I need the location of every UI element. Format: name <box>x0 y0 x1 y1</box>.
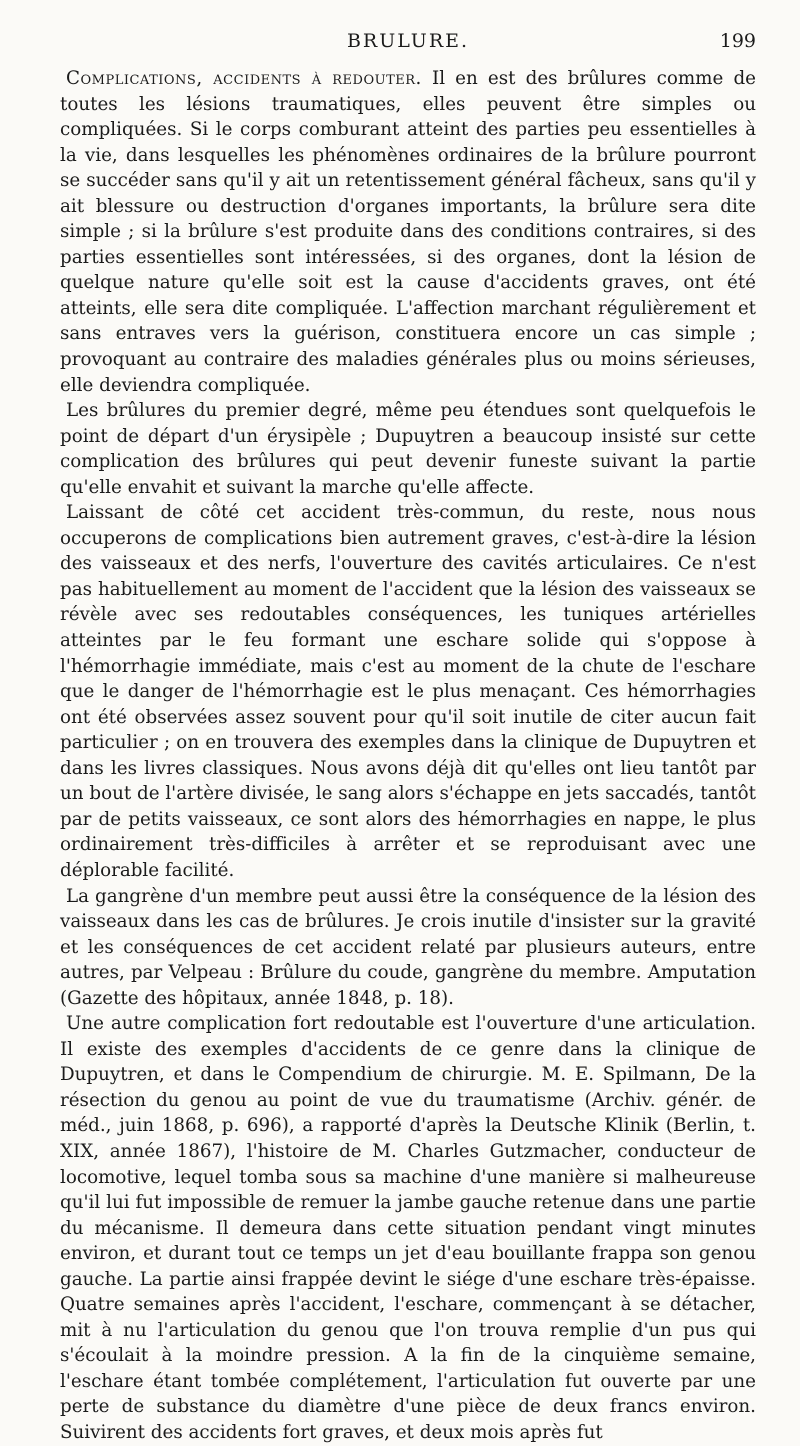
running-head: BRULURE. <box>346 30 470 52</box>
paragraph-vaisseaux <box>60 500 756 883</box>
paragraph-articulation <box>60 1011 756 1445</box>
paragraph-text: La gangrène d'un membre peut aussi être la conséquence de la lésion des vaisseaux dans les cas de brûlures. Je crois inutile d'insister sur la gravité et les conséquences de cet accident relaté par plusieurs auteurs, entre autres, par Velpeau : Brûlure du coude, gangrène du membre. Amputation (Gazette des hôpitaux, année 1848, p. 18). <box>60 885 756 1009</box>
paragraph-text: Une autre complication fort redoutable est l'ouverture d'une articulation. Il existe des exemples d'accidents de ce genre dans la clinique de Dupuytren, et dans le Compendium de chirurgie. M. E. Spilmann, De la résection du genou au point de vue du traumatisme (Archiv. génér. de méd., juin 1868, p. 696), a rapporté d'après la Deutsche Klinik (Berlin, t. XIX, année 1867), l'histoire de M. Charles Gutzmacher, conducteur de locomotive, lequel tomba sous sa machine d'une manière si malheureuse qu'il lui fut impossible de remuer la jambe gauche retenue dans une partie du mécanisme. Il demeura dans cette situation pendant vingt minutes environ, et durant tout ce temps un jet d'eau bouillante frappa son genou gauche. La partie ainsi frappée devint le siége d'une eschare très-épaisse. Quatre semaines après l'accident, l'eschare, commençant à se détacher, mit à nu l'articulation du genou que l'on trouva remplie d'un pus qui s'écoulait à la moindre pression. A la fin de la cinquième semaine, l'eschare étant tombée complétement, l'articulation fut ouverte par une perte de substance du diamètre d'une pièce de deux francs environ. Suivirent des accidents fort graves, et deux mois après fut <box>60 1013 756 1443</box>
paragraph-gangrene <box>60 884 756 1012</box>
page-number: 199 <box>719 30 756 52</box>
section-lead: Complications, accidents à redouter. <box>66 68 422 89</box>
paragraph-text: Il en est des brûlures comme de toutes les lésions traumatiques, elles peuvent être simples ou compliquées. Si le corps comburant atteint des parties peu essentielles à la vie, dans lesquelles les phénomènes ordinaires de la brûlure pourront se succéder sans qu'il y ait un retentissement général fâcheux, sans qu'il y ait blessure ou destruction d'organes importants, la brûlure sera dite simple ; si la brûlure s'est produite dans des conditions contraires, si des parties essentielles sont intéressées, si des organes, dont la lésion de quelque nature qu'elle soit est la cause d'accidents graves, ont été atteints, elle sera dite compliquée. L'affection marchant régulièrement et sans entraves vers la guérison, constituera encore un cas simple ; provoquant au contraire des maladies générales plus ou moins sérieuses, elle deviendra compliquée. <box>60 68 756 396</box>
paragraph-text: Les brûlures du premier degré, même peu étendues sont quelquefois le point de départ d'un érysipèle ; Dupuytren a beaucoup insisté sur cette complication des brûlures qui peut devenir funeste suivant la partie qu'elle envahit et suivant la marche qu'elle affecte. <box>60 400 756 498</box>
paragraph-complications <box>60 66 756 398</box>
paragraph-text: Laissant de côté cet accident très-commun, du reste, nous nous occuperons de complications bien autrement graves, c'est-à-dire la lésion des vaisseaux et des nerfs, l'ouverture des cavités articulaires. Ce n'est pas habituellement au moment de l'accident que la lésion des vaisseaux se révèle avec ses redoutables conséquences, les tuniques artérielles atteintes par le feu formant une eschare solide qui s'oppose à l'hémorrhagie immédiate, mais c'est au moment de la chute de l'eschare que le danger de l'hémorrhagie est le plus menaçant. Ces hémorrhagies ont été observées assez souvent pour qu'il soit inutile de citer aucun fait particulier ; on en trouvera des exemples dans la clinique de Dupuytren et dans les livres classiques. Nous avons déjà dit qu'elles ont lieu tantôt par un bout de l'artère divisée, le sang alors s'échappe en jets saccadés, tantôt par de petits vaisseaux, ce sont alors des hémorrhagies en nappe, le plus ordinairement très-difficiles à arrêter et se reproduisant avec une déplorable facilité. <box>60 502 756 881</box>
paragraph-erysipele <box>60 398 756 500</box>
page-header <box>60 30 756 60</box>
body-text <box>60 66 756 1446</box>
